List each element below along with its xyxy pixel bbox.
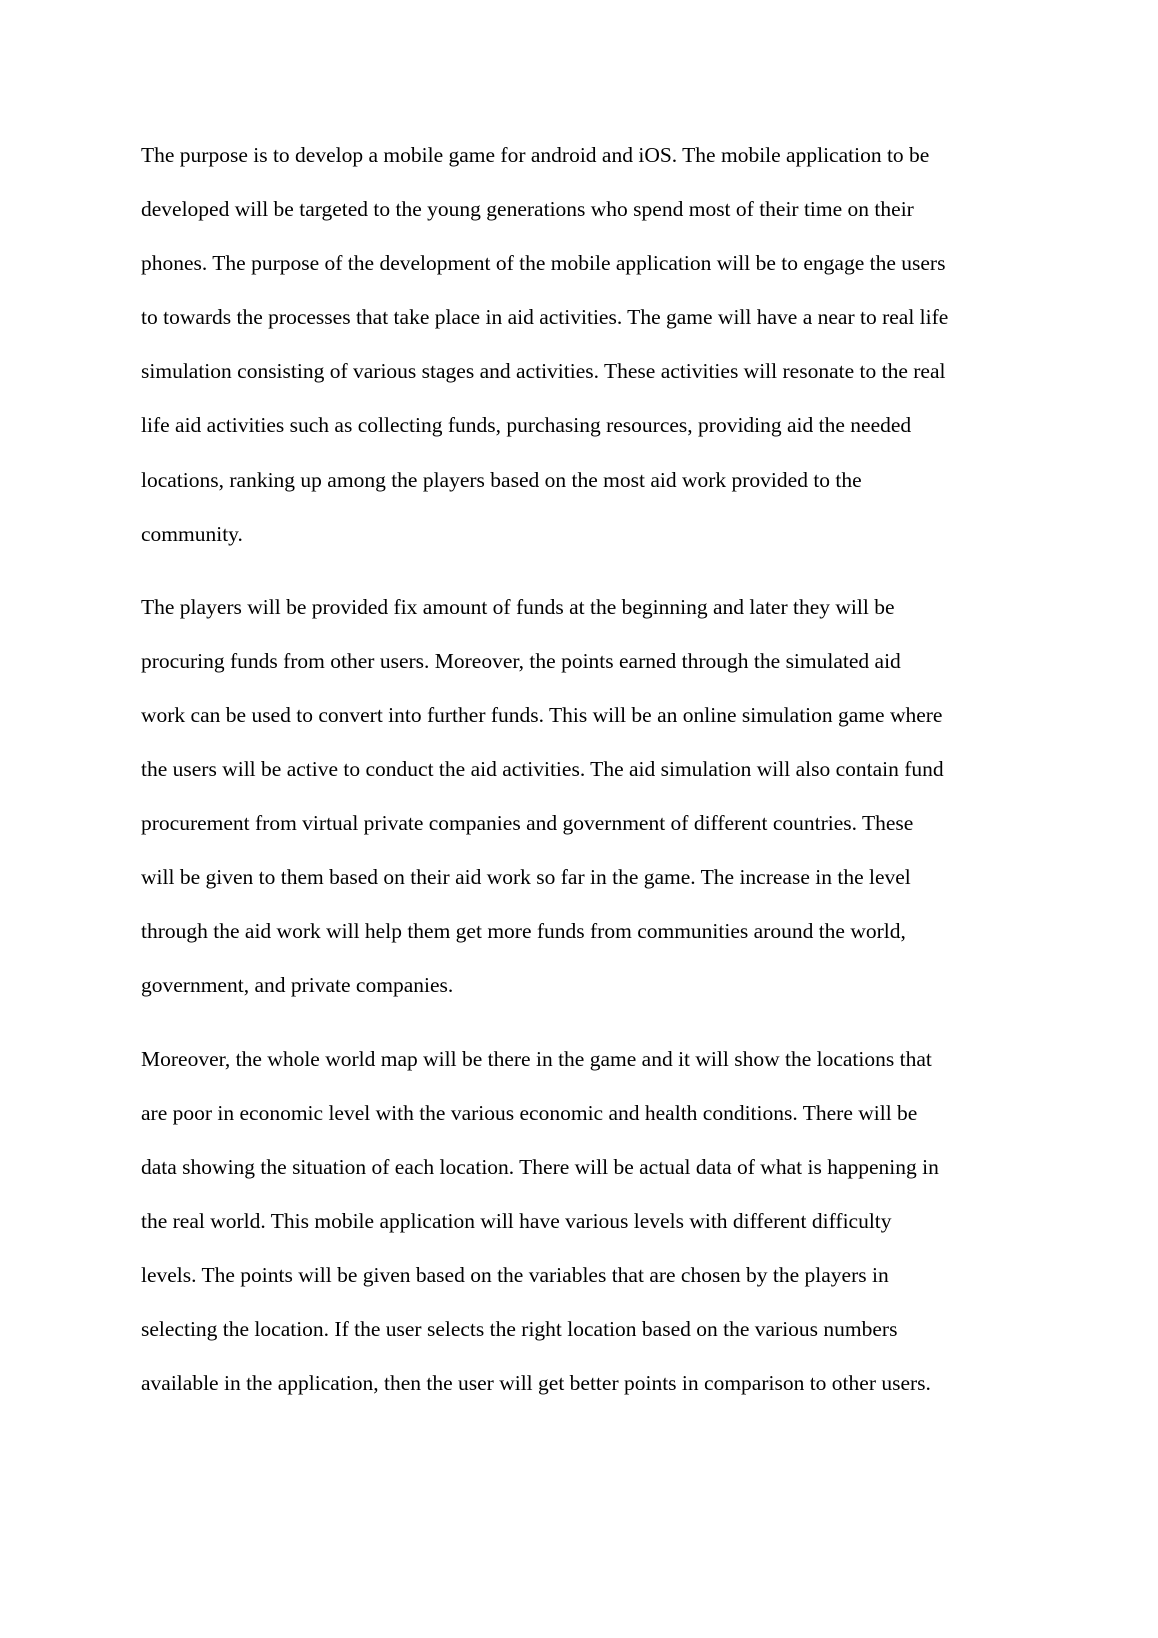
paragraph-line: procurement from virtual private companies and government of different countries. These <box>141 811 914 836</box>
paragraph-line: will be given to them based on their aid work so far in the game. The increase in the level <box>141 865 911 890</box>
paragraph-1 <box>141 128 1036 561</box>
paragraph-line: the users will be active to conduct the aid activities. The aid simulation will also contain fund <box>141 757 944 782</box>
paragraph-line: locations, ranking up among the players based on the most aid work provided to the <box>141 467 862 492</box>
paragraph-line: government, and private companies. <box>141 973 454 998</box>
paragraph-line: phones. The purpose of the development of the mobile application will be to engage the users <box>141 251 946 276</box>
document-body <box>141 128 1036 1410</box>
paragraph-line: to towards the processes that take place in aid activities. The game will have a near to real life <box>141 305 949 330</box>
paragraph-line: through the aid work will help them get more funds from communities around the world, <box>141 919 906 944</box>
paragraph-2 <box>141 580 1036 1013</box>
paragraph-line: Moreover, the whole world map will be there in the game and it will show the locations that <box>141 1046 932 1071</box>
paragraph-line: work can be used to convert into further funds. This will be an online simulation game where <box>141 702 943 727</box>
paragraph-line: procuring funds from other users. Moreover, the points earned through the simulated aid <box>141 648 901 673</box>
paragraph-line: the real world. This mobile application will have various levels with different difficulty <box>141 1208 892 1233</box>
paragraph-line: are poor in economic level with the various economic and health conditions. There will be <box>141 1100 918 1125</box>
paragraph-line: available in the application, then the user will get better points in comparison to other users. <box>141 1371 931 1396</box>
paragraph-line: developed will be targeted to the young generations who spend most of their time on their <box>141 197 914 222</box>
paragraph-line: data showing the situation of each location. There will be actual data of what is happening in <box>141 1154 939 1179</box>
paragraph-line: levels. The points will be given based on the variables that are chosen by the players in <box>141 1262 889 1287</box>
paragraph-3 <box>141 1032 1036 1411</box>
paragraph-line: The purpose is to develop a mobile game for android and iOS. The mobile application to be <box>141 143 930 167</box>
paragraph-line: community. <box>141 521 243 546</box>
paragraph-line: simulation consisting of various stages and activities. These activities will resonate to the real <box>141 359 946 384</box>
paragraph-line: life aid activities such as collecting funds, purchasing resources, providing aid the needed <box>141 413 912 438</box>
paragraph-line: The players will be provided fix amount of funds at the beginning and later they will be <box>141 594 895 619</box>
paragraph-line: selecting the location. If the user selects the right location based on the various numbers <box>141 1316 898 1341</box>
